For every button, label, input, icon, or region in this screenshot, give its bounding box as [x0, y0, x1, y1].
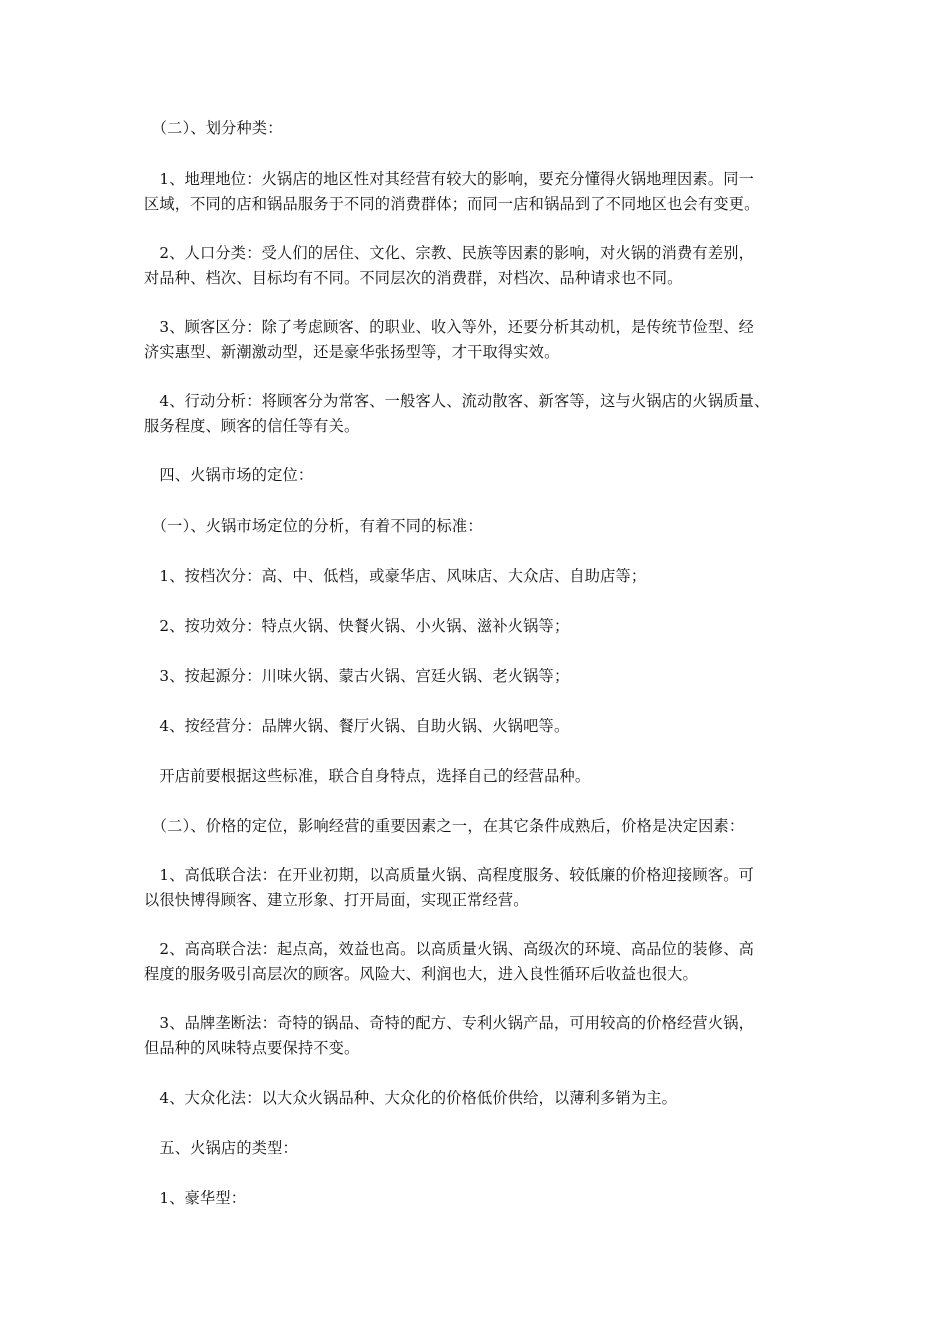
paragraph-12	[144, 764, 808, 789]
paragraph-9	[144, 614, 808, 639]
paragraph-4	[144, 315, 808, 365]
section-heading-4	[144, 463, 808, 488]
section-heading-5	[144, 1136, 808, 1161]
paragraph-2	[144, 167, 808, 217]
paragraph-line: 2、人口分类：受人们的居住、文化、宗教、民族等因素的影响，对火锅的消费有差别，	[144, 244, 754, 262]
paragraph-line: 以很快博得顾客、建立形象、打开局面，实现正常经营。	[144, 891, 529, 909]
paragraph-7	[144, 514, 808, 539]
paragraph-line: 五、火锅店的类型：	[144, 1139, 298, 1157]
paragraph-line: 区域，不同的店和锅品服务于不同的消费群体；而同一店和锅品到了不同地区也会有变更。	[144, 195, 760, 213]
paragraph-line: 4、行动分析：将顾客分为常客、一般客人、流动散客、新客等，这与火锅店的火锅质量、	[144, 392, 770, 410]
paragraph-line: （二）、价格的定位，影响经营的重要因素之一，在其它条件成熟后，价格是决定因素：	[144, 817, 745, 835]
paragraph-line: 但品种的风味特点要保持不变。	[144, 1039, 360, 1057]
paragraph-17	[144, 1086, 808, 1111]
paragraph-line: 2、按功效分：特点火锅、快餐火锅、小火锅、滋补火锅等；	[144, 617, 570, 635]
paragraph-line: 3、按起源分：川味火锅、蒙古火锅、宫廷火锅、老火锅等；	[144, 667, 570, 685]
paragraph-line: 3、顾客区分：除了考虑顾客、的职业、收入等外，还要分析其动机，是传统节俭型、经	[144, 318, 754, 336]
paragraph-16	[144, 1011, 808, 1061]
paragraph-11	[144, 714, 808, 739]
paragraph-line: （一）、火锅市场定位的分析，有着不同的标准：	[144, 517, 483, 535]
paragraph-1	[144, 116, 808, 141]
paragraph-line: 程度的服务吸引高层次的顾客。风险大、利润也大，进入良性循环后收益也很大。	[144, 965, 698, 983]
paragraph-line: 3、品牌垄断法：奇特的锅品、奇特的配方、专利火锅产品，可用较高的价格经营火锅，	[144, 1014, 754, 1032]
paragraph-line: 1、按档次分：高、中、低档，或豪华店、风味店、大众店、自助店等；	[144, 567, 647, 585]
paragraph-line: （二）、划分种类：	[144, 119, 283, 137]
paragraph-14	[144, 863, 808, 913]
paragraph-line: 1、豪华型：	[144, 1189, 247, 1207]
paragraph-line: 4、按经营分：品牌火锅、餐厅火锅、自助火锅、火锅吧等。	[144, 717, 570, 735]
paragraph-8	[144, 564, 808, 589]
paragraph-19	[144, 1186, 808, 1211]
paragraph-13	[144, 814, 808, 839]
paragraph-line: 2、高高联合法：起点高，效益也高。以高质量火锅、高级次的环境、高品位的装修、高	[144, 940, 754, 958]
paragraph-10	[144, 664, 808, 689]
paragraph-15	[144, 937, 808, 987]
paragraph-line: 4、大众化法：以大众火锅品种、大众化的价格低价供给，以薄利多销为主。	[144, 1089, 678, 1107]
paragraph-3	[144, 241, 808, 291]
paragraph-5	[144, 389, 808, 439]
paragraph-line: 对品种、档次、目标均有不同。不同层次的消费群，对档次、品种请求也不同。	[144, 269, 683, 287]
paragraph-line: 开店前要根据这些标准，联合自身特点，选择自己的经营品种。	[144, 767, 591, 785]
paragraph-line: 1、高低联合法：在开业初期，以高质量火锅、高程度服务、较低廉的价格迎接顾客。可	[144, 866, 754, 884]
paragraph-line: 1、地理地位：火锅店的地区性对其经营有较大的影响，要充分懂得火锅地理因素。同一	[144, 170, 754, 188]
paragraph-line: 济实惠型、新潮激动型，还是豪华张扬型等，才干取得实效。	[144, 343, 560, 361]
paragraph-line: 服务程度、顾客的信任等有关。	[144, 417, 360, 435]
paragraph-line: 四、火锅市场的定位：	[144, 466, 314, 484]
